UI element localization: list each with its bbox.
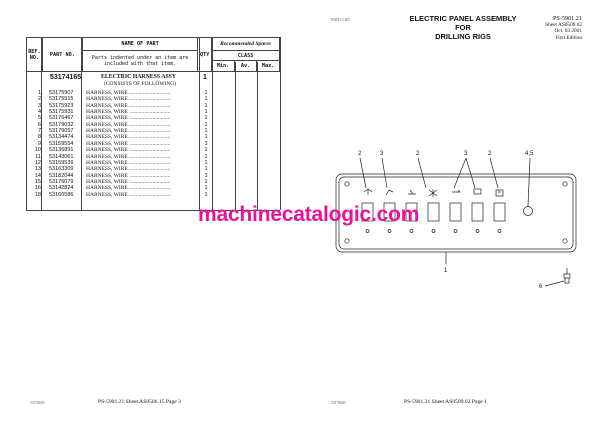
table-row	[26, 160, 280, 166]
av-header: Av.	[234, 61, 257, 72]
ref-no-cell: 10	[34, 147, 41, 154]
part-no-cell: 53179032	[49, 121, 74, 128]
switch-7	[494, 203, 505, 221]
qty-cell: 1	[204, 128, 208, 135]
switch-6	[472, 203, 483, 221]
part-name-cell: HARNESS, WIRE ..............................	[86, 191, 171, 198]
symbol-5	[452, 190, 460, 192]
part-no-cell: 53159554	[49, 140, 74, 147]
part-name-cell: HARNESS, WIRE ..............................	[86, 178, 171, 185]
ref-no-cell: 3	[37, 102, 41, 109]
name-of-part-header: NAME OF PART	[82, 38, 197, 51]
qty-header: QTY	[198, 38, 212, 72]
qty-cell: 1	[204, 102, 208, 109]
switch-5	[450, 203, 461, 221]
part-no-cell: 53176467	[49, 115, 74, 122]
ref-no-cell: 16	[34, 185, 41, 192]
table-row	[26, 185, 280, 191]
mount-hole-bl	[345, 239, 349, 243]
part-name-cell: HARNESS, WIRE ..............................	[86, 96, 171, 103]
part-no-cell: 53175915	[49, 96, 74, 103]
part-no-cell: 53182044	[49, 172, 74, 179]
part-no-cell: 53175931	[49, 109, 74, 116]
qty-cell: 1	[204, 109, 208, 116]
part-name-cell: HARNESS, WIRE ..............................	[86, 134, 171, 141]
sheet-edition: First Edition	[555, 34, 582, 41]
table-row	[26, 96, 280, 102]
ref-no-cell: 4	[37, 109, 41, 116]
symbol-1	[364, 189, 372, 195]
class-header: CLASS	[212, 51, 280, 61]
table-row	[26, 147, 280, 153]
ref-no-cell: 9	[37, 140, 41, 147]
indent-note: Parts indented under an item are included with that item.	[82, 51, 197, 72]
symbol-3	[408, 190, 416, 194]
callout-4-5: 4,5	[525, 151, 534, 157]
sheet-info	[520, 15, 582, 41]
symbol-2	[386, 190, 393, 195]
right-footer-code: 53176650	[331, 401, 346, 405]
mount-hole-tl	[345, 182, 349, 186]
part-name-cell: HARNESS, WIRE ..............................	[86, 159, 171, 166]
mount-hole-tr	[563, 182, 567, 186]
title-line-3: DRILLING RIGS	[435, 32, 491, 41]
part-name-cell: HARNESS, WIRE ..............................	[86, 166, 171, 173]
symbol-7	[496, 190, 503, 196]
callout-2c: 2	[488, 151, 492, 157]
callout-3b: 3	[464, 151, 468, 157]
part-no-cell: 53175907	[49, 90, 74, 96]
ref-no-cell: 15	[34, 178, 41, 185]
part-name-cell: HARNESS, WIRE ..............................	[86, 153, 171, 160]
qty-cell: 1	[204, 140, 208, 147]
sheet-date: Oct. 03 2001	[554, 28, 582, 35]
max-header: Max.	[257, 61, 280, 72]
parts-list-label: PARTS LIST	[331, 18, 351, 22]
ref-no-cell: 13	[34, 166, 41, 173]
callout-2b: 2	[416, 151, 420, 157]
qty-cell: 1	[204, 134, 208, 141]
qty-cell: 1	[204, 121, 208, 128]
part-no-cell: 53142824	[49, 185, 74, 192]
part-name-cell: HARNESS, WIRE ..............................	[86, 128, 171, 135]
ref-no-cell: 11	[35, 153, 41, 160]
table-row	[26, 141, 280, 147]
callout-2a: 2	[358, 151, 362, 157]
ref-no-cell: 1	[37, 90, 41, 96]
mount-hole-br	[563, 239, 567, 243]
qty-cell: 1	[204, 153, 208, 160]
title-line-2: FOR	[455, 23, 471, 32]
table-row	[26, 122, 280, 128]
part-name-cell: HARNESS, WIRE ..............................	[86, 140, 171, 147]
part-no-header: PART NO.	[42, 38, 82, 72]
part-name-cell: HARNESS, WIRE ..............................	[86, 102, 171, 109]
min-header: Min.	[212, 61, 235, 72]
part-name-cell: HARNESS, WIRE ..............................	[86, 115, 171, 122]
table-row	[26, 166, 280, 172]
fitting-6	[564, 268, 570, 283]
table-row	[26, 103, 280, 109]
callout-6: 6	[539, 284, 543, 290]
ref-no-cell: 5	[37, 115, 41, 122]
left-footer-ref: PS-5901.21 Sheet AS0506.15 Page 3	[98, 399, 181, 405]
part-name-cell: HARNESS, WIRE ..............................	[86, 121, 171, 128]
ref-no-cell: 6	[37, 121, 41, 128]
table-row	[26, 109, 280, 115]
qty-cell: 1	[204, 191, 208, 198]
part-name-cell: HARNESS, WIRE ..............................	[86, 109, 171, 116]
assembly-qty: 1	[203, 74, 207, 81]
part-no-cell: 53134474	[49, 134, 74, 141]
assembly-subname: (CONSISTS OF FOLLOWING)	[104, 81, 177, 87]
page-title	[398, 14, 528, 41]
recommended-spares-header: Recommended Spares	[212, 38, 280, 51]
table-row	[26, 192, 280, 198]
left-footer-code: 53176650	[30, 401, 45, 405]
table-row	[26, 173, 280, 179]
symbol-4	[429, 189, 437, 197]
ps-number: PS-5901.21	[552, 15, 582, 22]
watermark: machinecatalogic.com	[198, 203, 420, 226]
part-no-cell: 53179057	[49, 128, 74, 135]
title-line-1: ELECTRIC PANEL ASSEMBLY	[409, 14, 517, 23]
ref-no-cell: 18	[34, 191, 41, 198]
sheet-number: Sheet AS0509.02	[545, 22, 582, 28]
part-no-cell: 53160586	[49, 191, 74, 198]
ref-no-cell: 12	[34, 159, 41, 166]
symbol-6	[474, 189, 481, 194]
part-no-cell: 53163309	[49, 166, 74, 173]
part-name-cell: HARNESS, WIRE ..............................	[86, 172, 171, 179]
callout-1: 1	[444, 268, 448, 274]
part-name-cell: HARNESS, WIRE ..............................	[86, 185, 171, 192]
ref-no-cell: 2	[37, 96, 41, 103]
part-no-cell: 53175923	[49, 102, 74, 109]
part-no-cell: 53159539	[49, 159, 74, 166]
parts-table-header	[26, 37, 280, 72]
qty-cell: 1	[204, 147, 208, 154]
table-row	[26, 128, 280, 134]
table-row	[26, 90, 280, 96]
indicator-lamp	[524, 207, 533, 216]
qty-cell: 1	[204, 90, 208, 96]
qty-cell: 1	[204, 172, 208, 179]
callout-3a: 3	[380, 151, 384, 157]
right-footer-ref: PS-5901.21 Sheet AS0509.02 Page 1	[404, 399, 487, 405]
qty-cell: 1	[204, 178, 208, 185]
ref-no-header: REF. NO.	[27, 38, 43, 72]
table-row	[26, 115, 280, 121]
part-name-cell: HARNESS, WIRE ..............................	[86, 147, 171, 154]
ref-no-cell: 7	[37, 128, 41, 135]
ref-no-cell: 14	[34, 172, 41, 179]
part-name-cell: HARNESS, WIRE ..............................	[86, 90, 171, 96]
part-no-cell: 53136891	[49, 147, 74, 154]
qty-cell: 1	[204, 115, 208, 122]
qty-cell: 1	[204, 159, 208, 166]
table-row	[26, 179, 280, 185]
assembly-name: ELECTRIC HARNESS ASSY	[101, 74, 177, 80]
table-row	[26, 134, 280, 140]
table-border-right	[280, 37, 281, 210]
qty-cell: 1	[204, 185, 208, 192]
assembly-part-no: 53174165	[50, 74, 82, 81]
part-no-cell: 53176079	[49, 178, 74, 185]
table-row	[26, 154, 280, 160]
ref-no-cell: 8	[37, 134, 41, 141]
qty-cell: 1	[204, 166, 208, 173]
qty-cell: 1	[204, 96, 208, 103]
switch-4	[428, 203, 439, 221]
part-no-cell: 53143061	[49, 153, 74, 160]
